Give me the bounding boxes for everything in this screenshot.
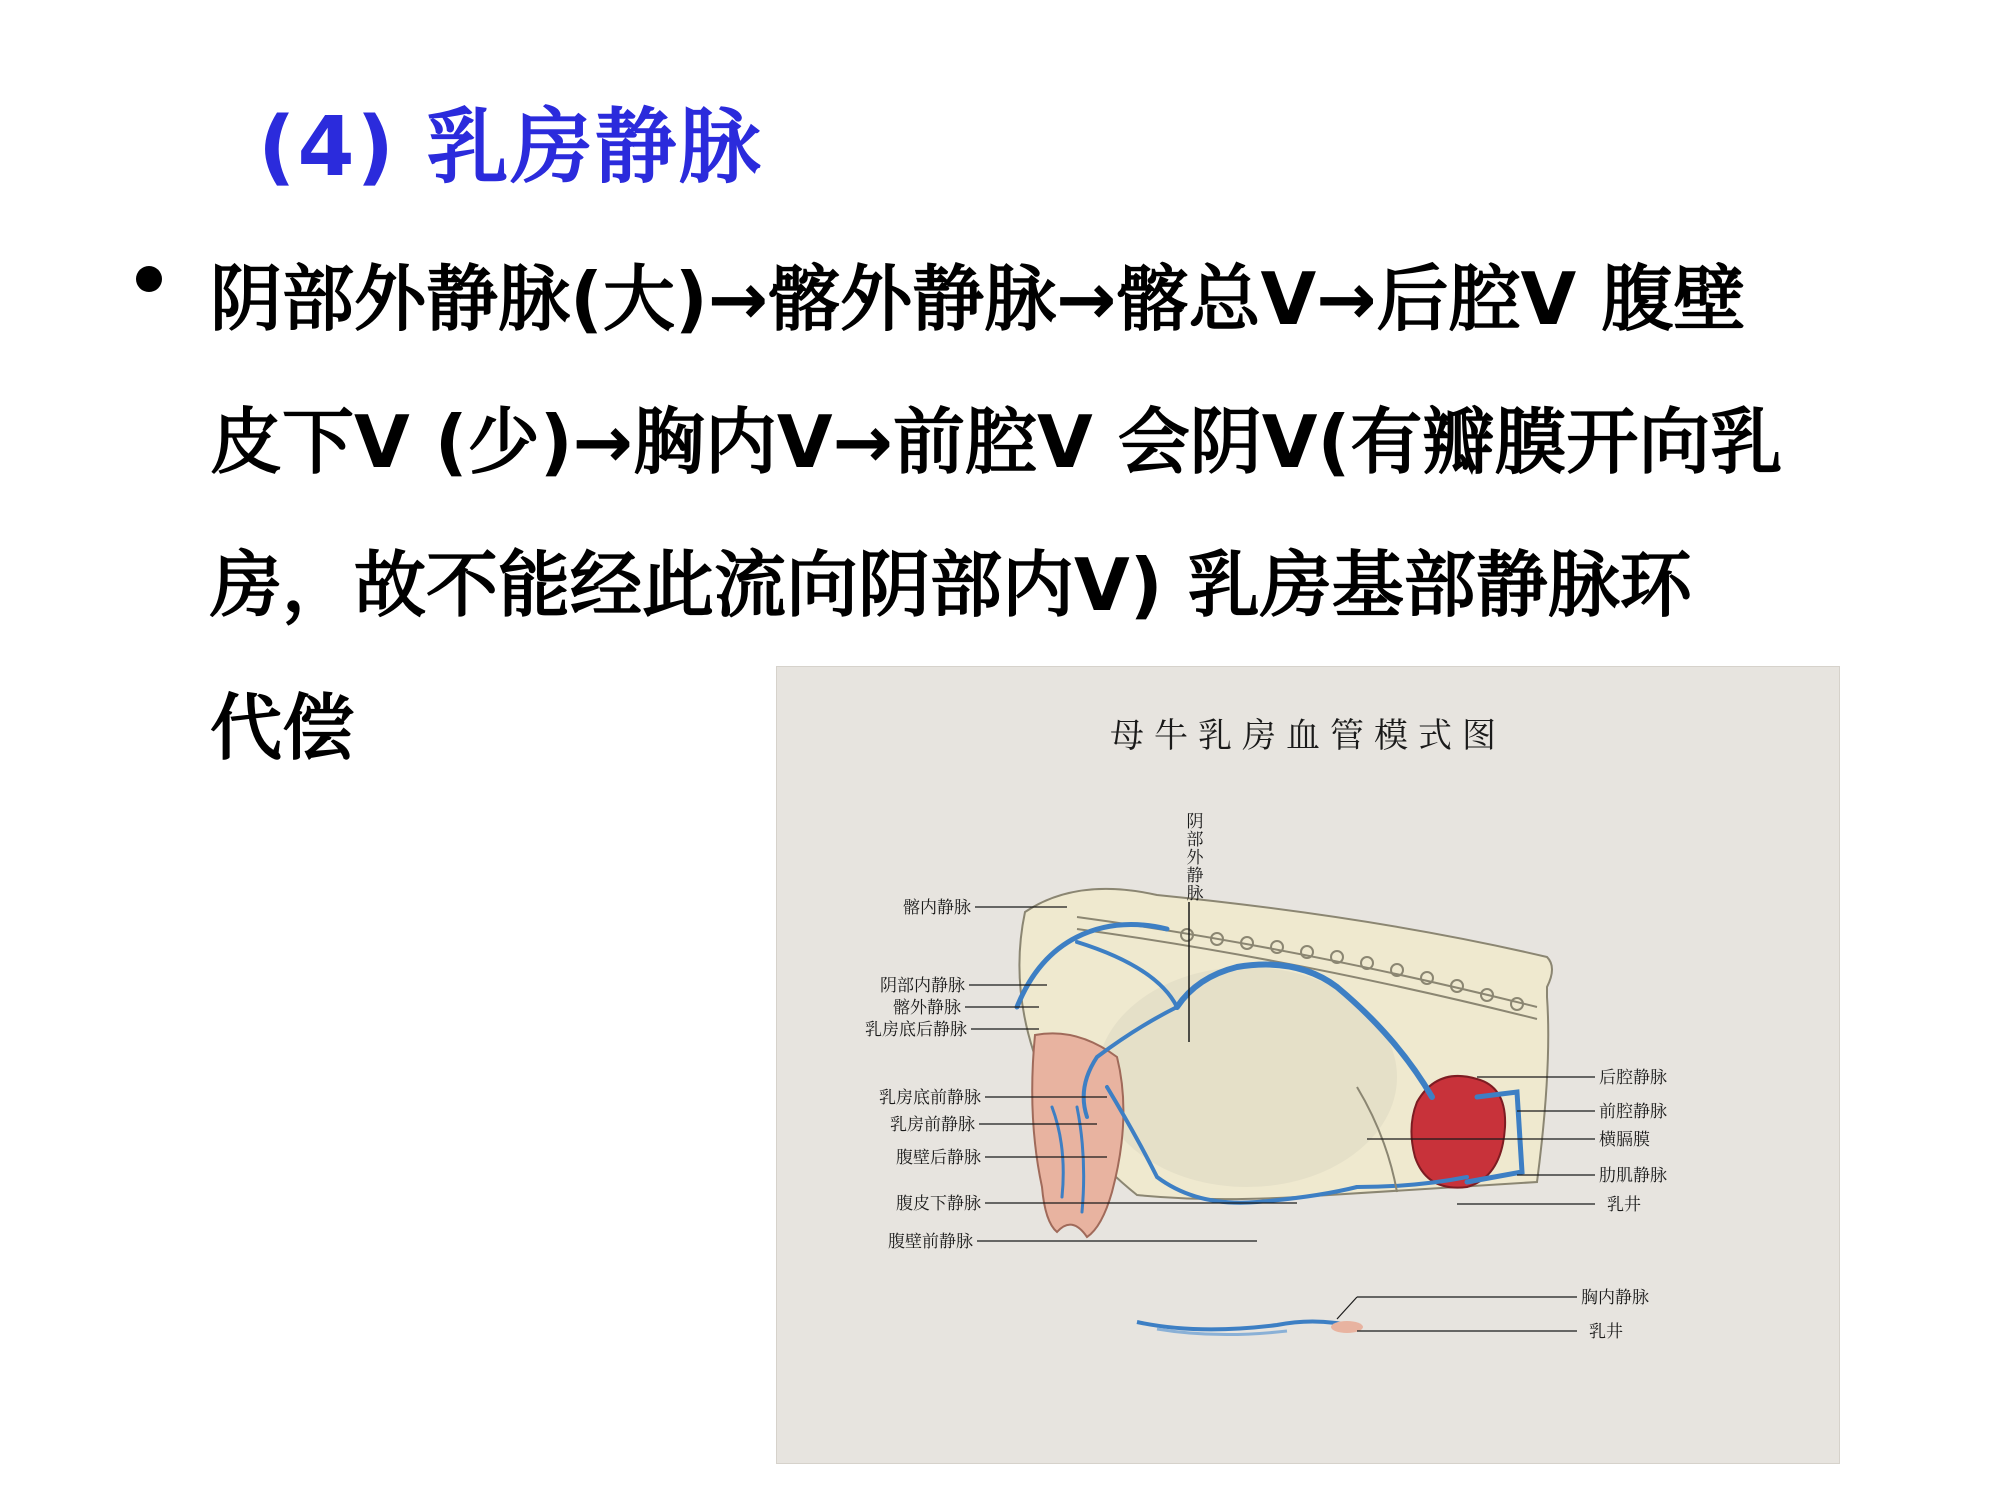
udder-vessel-diagram bbox=[776, 666, 1840, 1464]
bottom-vessel-strip bbox=[1137, 1288, 1649, 1342]
label-cranial-vena-cava: 前腔静脉 bbox=[1599, 1102, 1667, 1122]
label-caudal-mammary-basal-vein: 乳房底后静脉 bbox=[865, 1020, 967, 1040]
label-external-pudendal-vein: 阴部外静脉 bbox=[1186, 812, 1204, 904]
bullet-line-1: 阴部外静脉(大)→髂外静脉→髂总V→后腔V 腹壁 bbox=[210, 257, 1746, 341]
label-internal-thoracic-vein: 胸内静脉 bbox=[1581, 1288, 1649, 1308]
label-costal-muscle-vein: 肋肌静脉 bbox=[1599, 1166, 1667, 1186]
diagram-svg bbox=[777, 667, 1839, 1463]
label-cranial-mammary-basal-vein: 乳房底前静脉 bbox=[879, 1088, 981, 1108]
label-cranial-mammary-vein: 乳房前静脉 bbox=[890, 1115, 975, 1135]
label-subcutaneous-abdominal-vein: 腹皮下静脉 bbox=[896, 1194, 981, 1214]
label-milk-well-lower: 乳井 bbox=[1589, 1322, 1623, 1342]
label-cranial-epigastric-vein: 腹壁前静脉 bbox=[888, 1232, 973, 1252]
label-diaphragm: 横膈膜 bbox=[1599, 1130, 1650, 1150]
label-internal-pudendal-vein: 阴部内静脉 bbox=[880, 976, 965, 996]
label-iliac-internal-vein: 髂内静脉 bbox=[903, 898, 971, 918]
heart bbox=[1411, 1076, 1505, 1188]
bullet-line-4: 代偿 bbox=[210, 686, 355, 770]
label-milk-well-upper: 乳井 bbox=[1607, 1195, 1641, 1215]
diagram-title: 母牛乳房血管模式图 bbox=[1110, 716, 1506, 756]
label-external-iliac-vein: 髂外静脉 bbox=[893, 998, 961, 1018]
vertical-label bbox=[1187, 812, 1205, 904]
bullet-point-icon bbox=[136, 266, 162, 292]
udder bbox=[1032, 1033, 1123, 1237]
bullet-line-2: 皮下V (少)→胸内V→前腔V 会阴V(有瓣膜开向乳 bbox=[210, 400, 1783, 484]
label-caudal-epigastric-vein: 腹壁后静脉 bbox=[896, 1148, 981, 1168]
slide-title: (4) 乳房静脉 bbox=[258, 100, 763, 195]
bullet-line-3: 房，故不能经此流向阴部内V) 乳房基部静脉环 bbox=[210, 543, 1692, 627]
label-caudal-vena-cava: 后腔静脉 bbox=[1599, 1068, 1667, 1088]
